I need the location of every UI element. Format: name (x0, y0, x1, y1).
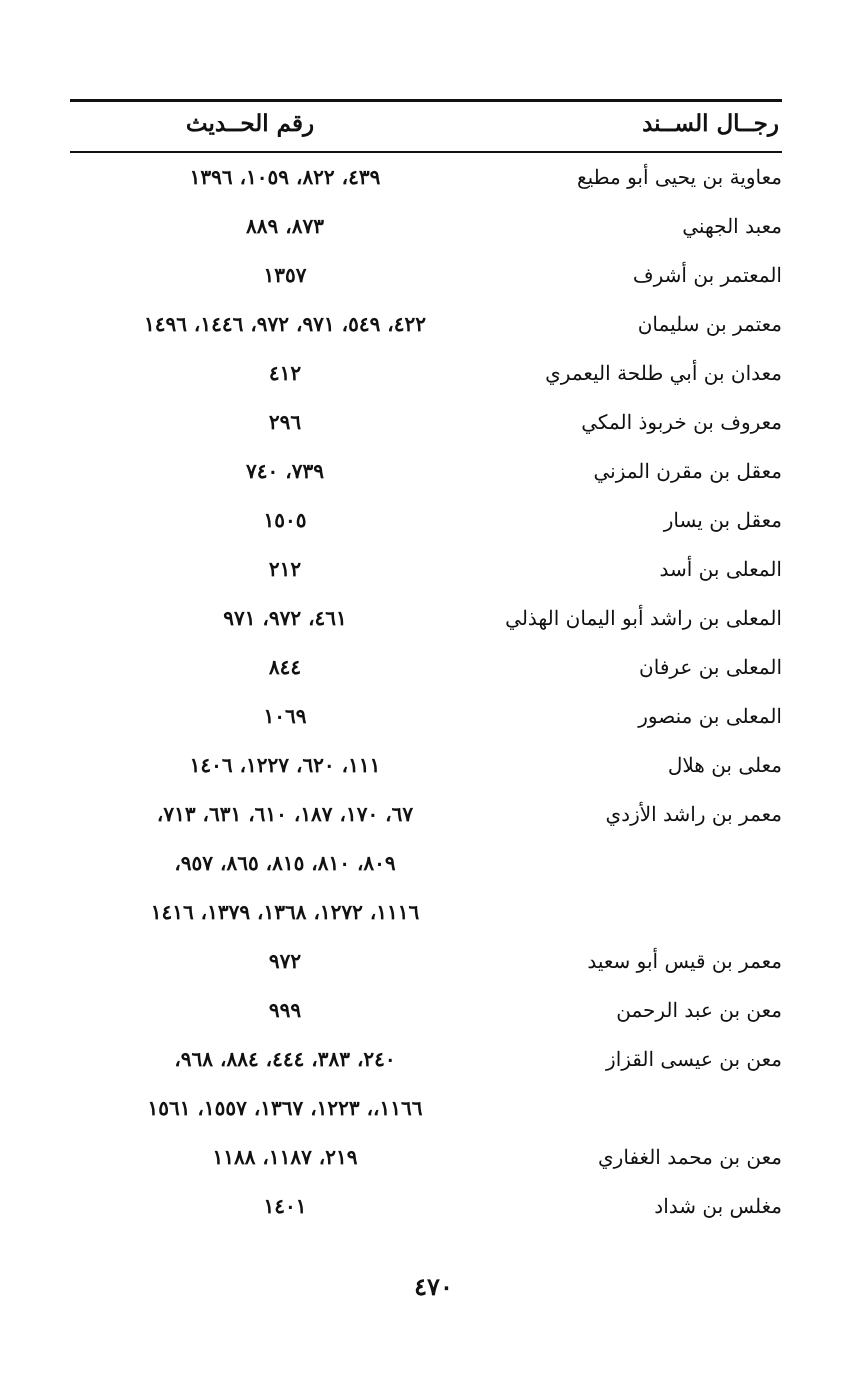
hadith-numbers: ٢٩٦ (268, 410, 302, 434)
hadith-numbers: ١٥٠٥ (263, 508, 307, 532)
index-row (70, 1035, 782, 1084)
hadith-numbers: ١١٦٦،، ١٢٢٣، ١٣٦٧، ١٥٥٧، ١٥٦١ (147, 1096, 423, 1120)
index-row (70, 202, 782, 251)
narrator-name: مغلس بن شداد (654, 1194, 782, 1218)
hadith-numbers: ١٣٥٧ (263, 263, 307, 287)
hadith-numbers: ٢١٩، ١١٨٧، ١١٨٨ (212, 1145, 358, 1169)
index-row (70, 447, 782, 496)
narrator-name: المعتمر بن أشرف (632, 263, 782, 287)
hadith-numbers: ٢١٢ (268, 557, 302, 581)
header-narrators: رجــال الســند (642, 110, 779, 137)
hadith-numbers: ١٠٦٩ (263, 704, 307, 728)
hadith-numbers: ٨٠٩، ٨١٠، ٨١٥، ٨٦٥، ٩٥٧، (174, 851, 396, 875)
index-row (70, 790, 782, 839)
hadith-numbers: ٩٧٢ (268, 949, 302, 973)
narrator-name: معقل بن يسار (663, 508, 782, 532)
narrator-name: معمر بن راشد الأزدي (605, 802, 782, 826)
hadith-numbers: ٢٤٠، ٣٨٣، ٤٤٤، ٨٨٤، ٩٦٨، (174, 1047, 396, 1071)
index-row (70, 1133, 782, 1182)
hadith-numbers: ٨٤٤ (268, 655, 302, 679)
hadith-numbers: ٦٧، ١٧٠، ١٨٧، ٦١٠، ٦٣١، ٧١٣، (156, 802, 414, 826)
narrator-name: معلى بن هلال (667, 753, 782, 777)
hadith-numbers: ١٤٠١ (263, 1194, 307, 1218)
index-row (70, 643, 782, 692)
index-row (70, 888, 782, 937)
index-row (70, 398, 782, 447)
index-row (70, 1182, 782, 1231)
index-row (70, 986, 782, 1035)
page-number: ٤٧٠ (414, 1272, 453, 1301)
narrator-name: معتمر بن سليمان (637, 312, 782, 336)
narrator-name: معقل بن مقرن المزني (593, 459, 782, 483)
top-rule (70, 99, 782, 102)
hadith-numbers: ٤٦١، ٩٧٢، ٩٧١ (223, 606, 347, 630)
index-row (70, 594, 782, 643)
narrator-name: المعلى بن عرفان (639, 655, 782, 679)
hadith-numbers: ١١١، ٦٢٠، ١٢٢٧، ١٤٠٦ (189, 753, 381, 777)
index-row (70, 496, 782, 545)
hadith-numbers: ٤٢٢، ٥٤٩، ٩٧١، ٩٧٢، ١٤٤٦، ١٤٩٦ (144, 312, 426, 336)
hadith-numbers: ١١١٦، ١٢٧٢، ١٣٦٨، ١٣٧٩، ١٤١٦ (150, 900, 420, 924)
hadith-numbers: ٧٣٩، ٧٤٠ (246, 459, 324, 483)
index-row (70, 937, 782, 986)
index-row (70, 300, 782, 349)
narrator-name: معمر بن قيس أبو سعيد (587, 949, 782, 973)
hadith-numbers: ٤٣٩، ٨٢٢، ١٠٥٩، ١٣٩٦ (189, 165, 381, 189)
hadith-numbers: ٤١٢ (268, 361, 302, 385)
narrator-name: المعلى بن راشد أبو اليمان الهذلي (505, 606, 782, 630)
narrator-name: معن بن عيسى القزاز (606, 1047, 782, 1071)
narrator-name: معبد الجهني (682, 214, 782, 238)
index-row (70, 692, 782, 741)
narrator-name: معن بن عبد الرحمن (616, 998, 782, 1022)
narrator-name: المعلى بن أسد (659, 557, 782, 581)
narrator-name: معروف بن خربوذ المكي (581, 410, 782, 434)
index-row (70, 349, 782, 398)
hadith-numbers: ٩٩٩ (268, 998, 302, 1022)
header-hadith-number: رقم الحــديث (185, 110, 315, 137)
narrator-name: معدان بن أبي طلحة اليعمري (545, 361, 782, 385)
index-row (70, 545, 782, 594)
hadith-numbers: ٨٧٣، ٨٨٩ (246, 214, 324, 238)
index-table (70, 153, 782, 1231)
index-row (70, 153, 782, 202)
index-row (70, 1084, 782, 1133)
index-row (70, 839, 782, 888)
index-row (70, 251, 782, 300)
narrator-name: المعلى بن منصور (638, 704, 782, 728)
index-row (70, 741, 782, 790)
narrator-name: معن بن محمد الغفاري (598, 1145, 782, 1169)
narrator-name: معاوية بن يحيى أبو مطيع (576, 165, 782, 189)
